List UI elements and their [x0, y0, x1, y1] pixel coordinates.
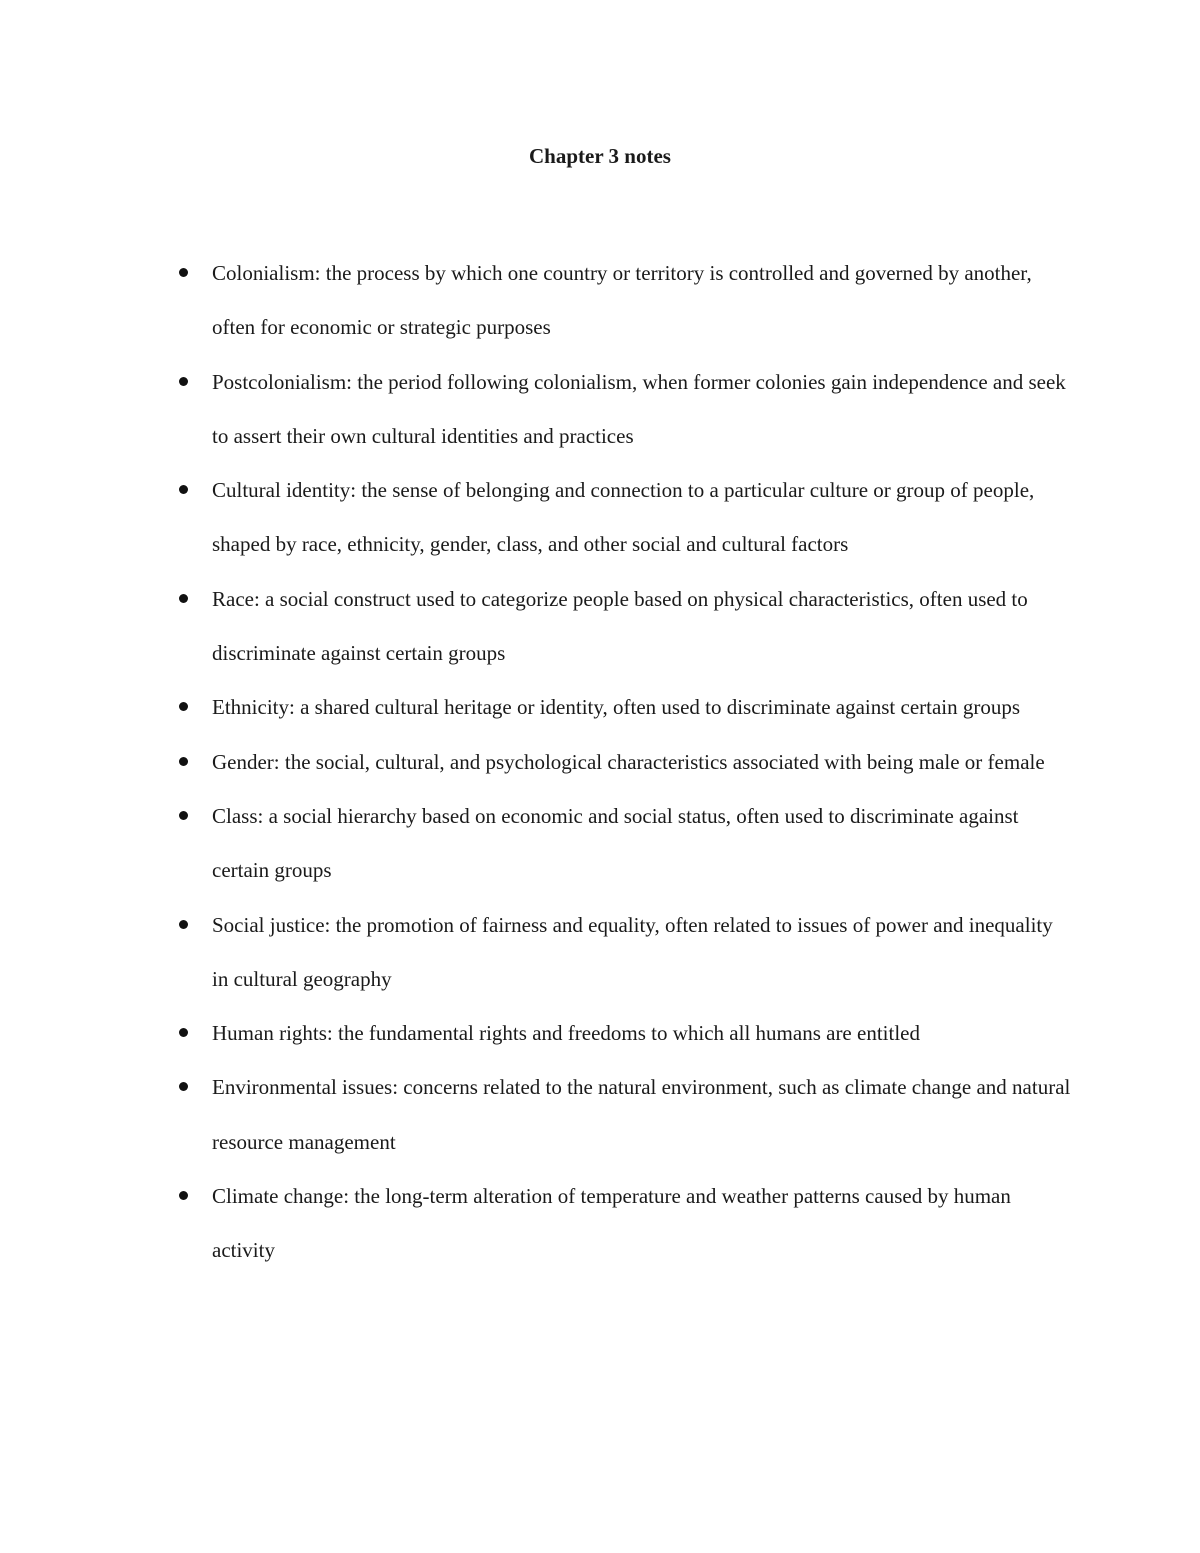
- list-item: [212, 898, 1072, 1007]
- bullet-icon: [179, 702, 188, 711]
- note-text: Environmental issues: concerns related to the natural environment, such as climate change and natural resource management: [212, 1075, 1071, 1154]
- note-text: Cultural identity: the sense of belonging and connection to a particular culture or group of people, shaped by race, ethnicity, gender, class, and other social and cultural factors: [212, 478, 1035, 557]
- note-text: Gender: the social, cultural, and psychological characteristics associated with being male or female: [212, 749, 1045, 774]
- note-text: Postcolonialism: the period following colonialism, when former colonies gain independence and seek to assert their own cultural identities and practices: [212, 369, 1066, 448]
- note-text: Colonialism: the process by which one country or territory is controlled and governed by another, often for economic or strategic purposes: [212, 261, 1032, 340]
- list-item: [212, 1169, 1072, 1278]
- bullet-icon: [179, 757, 188, 766]
- notes-list: [212, 246, 1072, 1278]
- list-item: [212, 463, 1072, 572]
- bullet-icon: [179, 377, 188, 386]
- bullet-icon: [179, 1191, 188, 1200]
- note-text: Ethnicity: a shared cultural heritage or identity, often used to discriminate against certain groups: [212, 695, 1021, 720]
- bullet-icon: [179, 811, 188, 820]
- bullet-icon: [179, 268, 188, 277]
- list-item: [212, 572, 1072, 681]
- note-text: Class: a social hierarchy based on economic and social status, often used to discriminate against certain groups: [212, 803, 1019, 883]
- list-item: [212, 735, 1072, 789]
- bullet-icon: [179, 485, 188, 494]
- list-item: [212, 680, 1072, 734]
- list-item: [212, 246, 1072, 355]
- note-text: Social justice: the promotion of fairness and equality, often related to issues of power and inequality in cultural geography: [212, 912, 1053, 991]
- note-text: Race: a social construct used to categorize people based on physical characteristics, often used to discriminate against certain groups: [212, 586, 1028, 666]
- note-text: Human rights: the fundamental rights and freedoms to which all humans are entitled: [212, 1021, 920, 1046]
- list-item: [212, 789, 1072, 898]
- note-text: Climate change: the long-term alteration of temperature and weather patterns caused by human activity: [212, 1184, 1011, 1263]
- bullet-icon: [179, 1082, 188, 1091]
- list-item: [212, 1060, 1072, 1169]
- bullet-icon: [179, 594, 188, 603]
- bullet-icon: [179, 1028, 188, 1037]
- page-title: Chapter 3 notes: [529, 144, 671, 168]
- bullet-icon: [179, 920, 188, 929]
- list-item: [212, 1006, 1072, 1060]
- list-item: [212, 355, 1072, 464]
